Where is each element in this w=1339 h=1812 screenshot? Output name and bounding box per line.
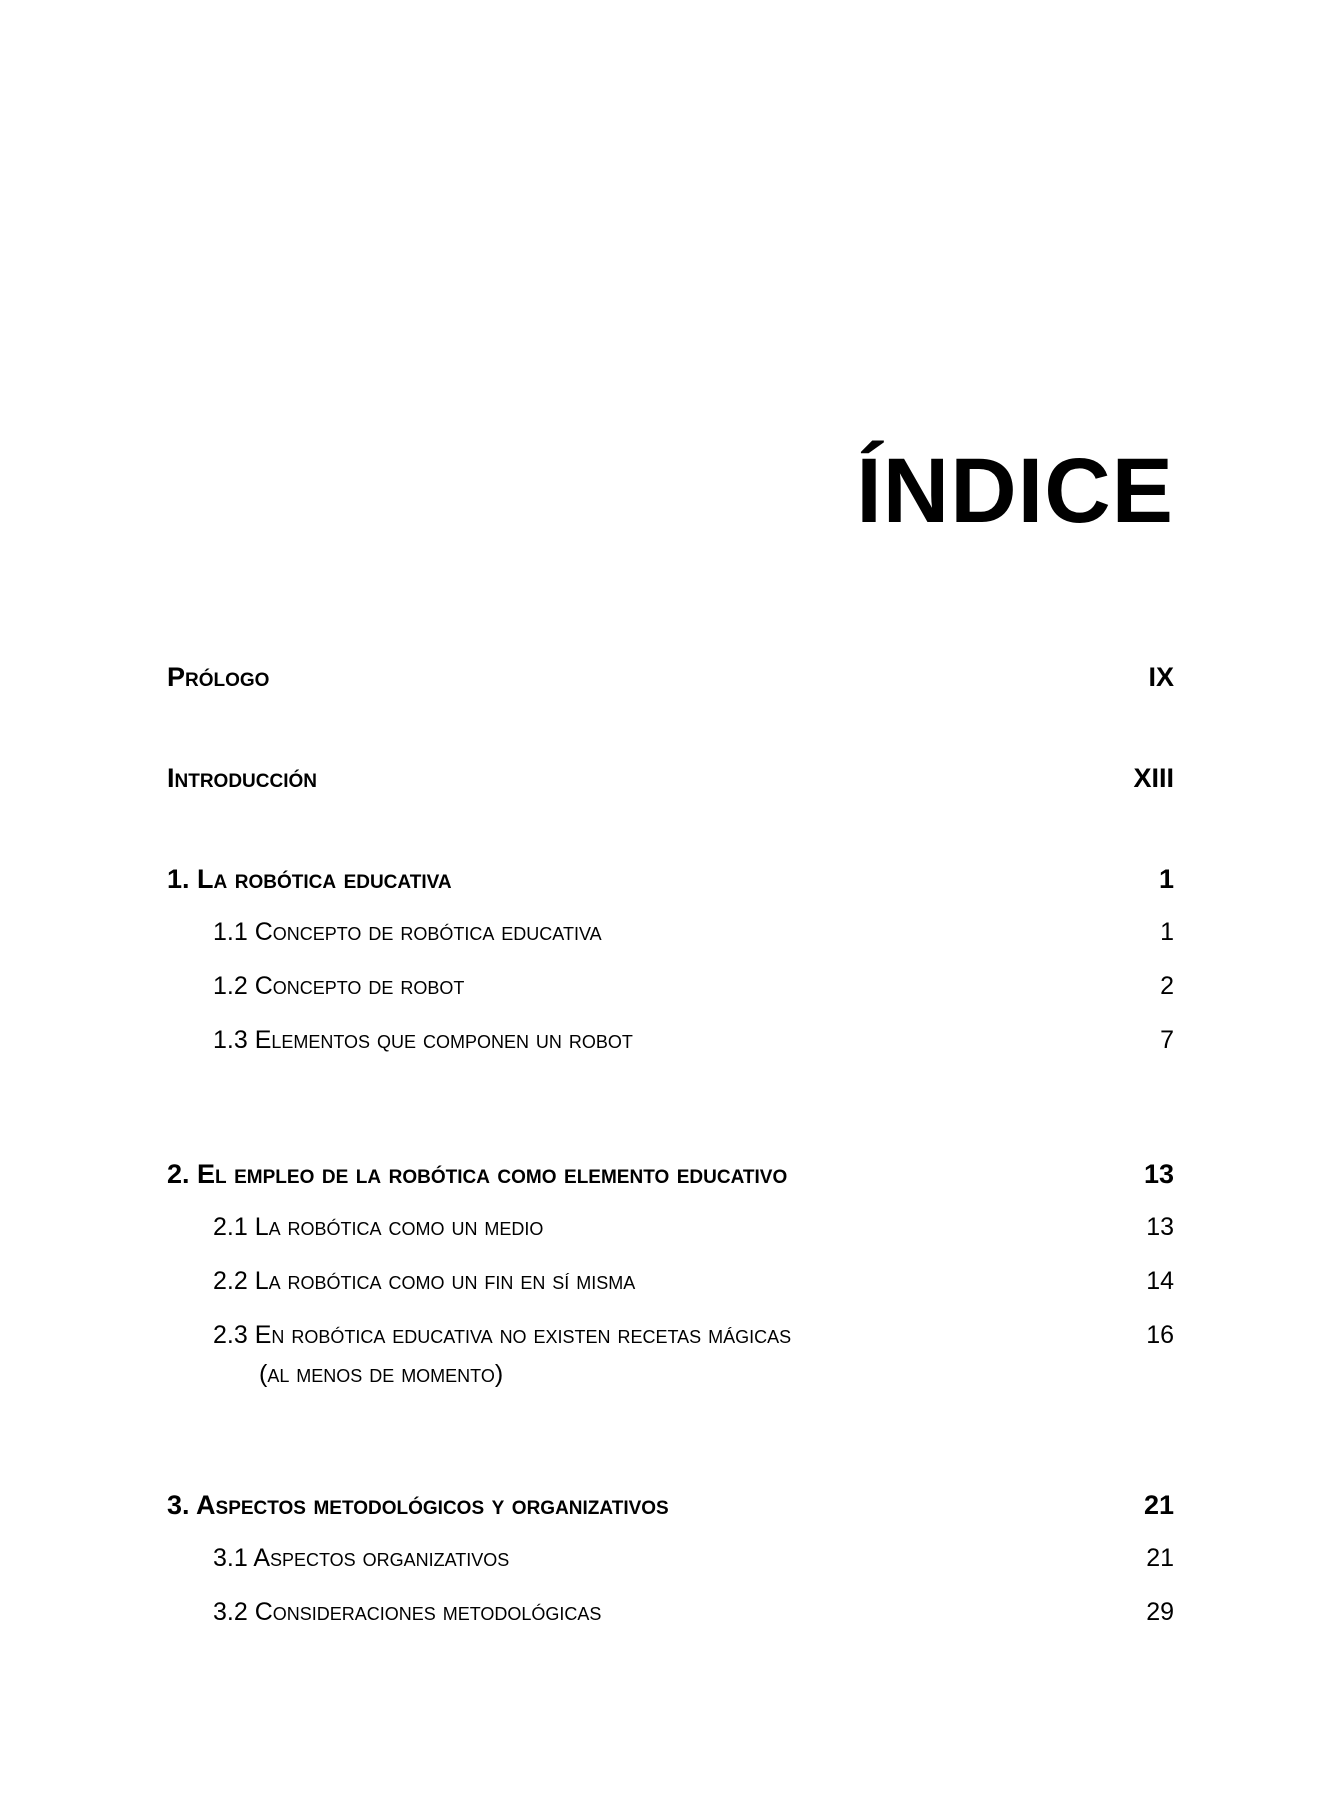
toc-entry-page: 1 (1158, 864, 1174, 894)
toc-chapter-2[interactable] (167, 1161, 1174, 1188)
page-title: ÍNDICE (856, 440, 1174, 542)
toc-entry-label-line-2: (al menos de momento) (259, 1360, 504, 1388)
toc-section-2-2[interactable] (167, 1269, 1174, 1294)
toc-section-2-1[interactable] (167, 1215, 1174, 1240)
toc-entry-page: 21 (1146, 1544, 1174, 1572)
toc-chapter-1[interactable] (167, 866, 1174, 893)
toc-entry-label: 3.1 Aspectos organizativos (213, 1544, 510, 1572)
toc-section-3-2[interactable] (167, 1600, 1174, 1625)
toc-entry-label: 1.2 Concepto de robot (213, 972, 465, 1000)
toc-entry-page: 7 (1160, 1026, 1174, 1054)
toc-entry-label: 1.3 Elementos que componen un robot (213, 1026, 633, 1054)
toc-section-1-3[interactable] (167, 1028, 1174, 1053)
toc-entry-page: IX (1148, 662, 1174, 692)
toc-entry-label: 2.2 La robótica como un fin en sí misma (213, 1267, 636, 1295)
toc-entry-page: 13 (1143, 1159, 1174, 1189)
toc-entry-label: 3.2 Consideraciones metodológicas (213, 1598, 602, 1626)
toc-entry-page: 2 (1160, 972, 1174, 1000)
toc-entry-label: 2. El empleo de la robótica como elemento educativo (167, 1159, 788, 1189)
toc-entry-page: 1 (1160, 918, 1174, 946)
toc-entry-label: 3. Aspectos metodológicos y organizativos (167, 1490, 669, 1520)
toc-entry-label: 1.1 Concepto de robótica educativa (213, 918, 602, 946)
toc-section-1-1[interactable] (167, 920, 1174, 945)
toc-section-3-1[interactable] (167, 1546, 1174, 1571)
toc-chapter-3[interactable] (167, 1492, 1174, 1519)
toc-entry-introduccion[interactable] (167, 765, 1174, 792)
toc-entry-prologo[interactable] (167, 664, 1174, 691)
toc-entry-page: 14 (1146, 1267, 1174, 1295)
toc-entry-page: 29 (1146, 1598, 1174, 1626)
toc-entry-label (213, 1323, 791, 1387)
toc-entry-label: Prólogo (167, 662, 270, 692)
toc-entry-label: Introducción (167, 763, 317, 793)
toc-entry-page: 13 (1146, 1213, 1174, 1241)
toc-entry-label: 2.1 La robótica como un medio (213, 1213, 544, 1241)
toc-section-2-3[interactable] (167, 1323, 1174, 1387)
toc-entry-page: XIII (1133, 763, 1174, 793)
toc-section-1-2[interactable] (167, 974, 1174, 999)
toc-entry-label: 1. La robótica educativa (167, 864, 452, 894)
toc-entry-page: 21 (1143, 1490, 1174, 1520)
toc-entry-label-line-1: 2.3 En robótica educativa no existen recetas mágicas (213, 1321, 792, 1349)
toc-entry-page: 16 (1146, 1321, 1174, 1349)
